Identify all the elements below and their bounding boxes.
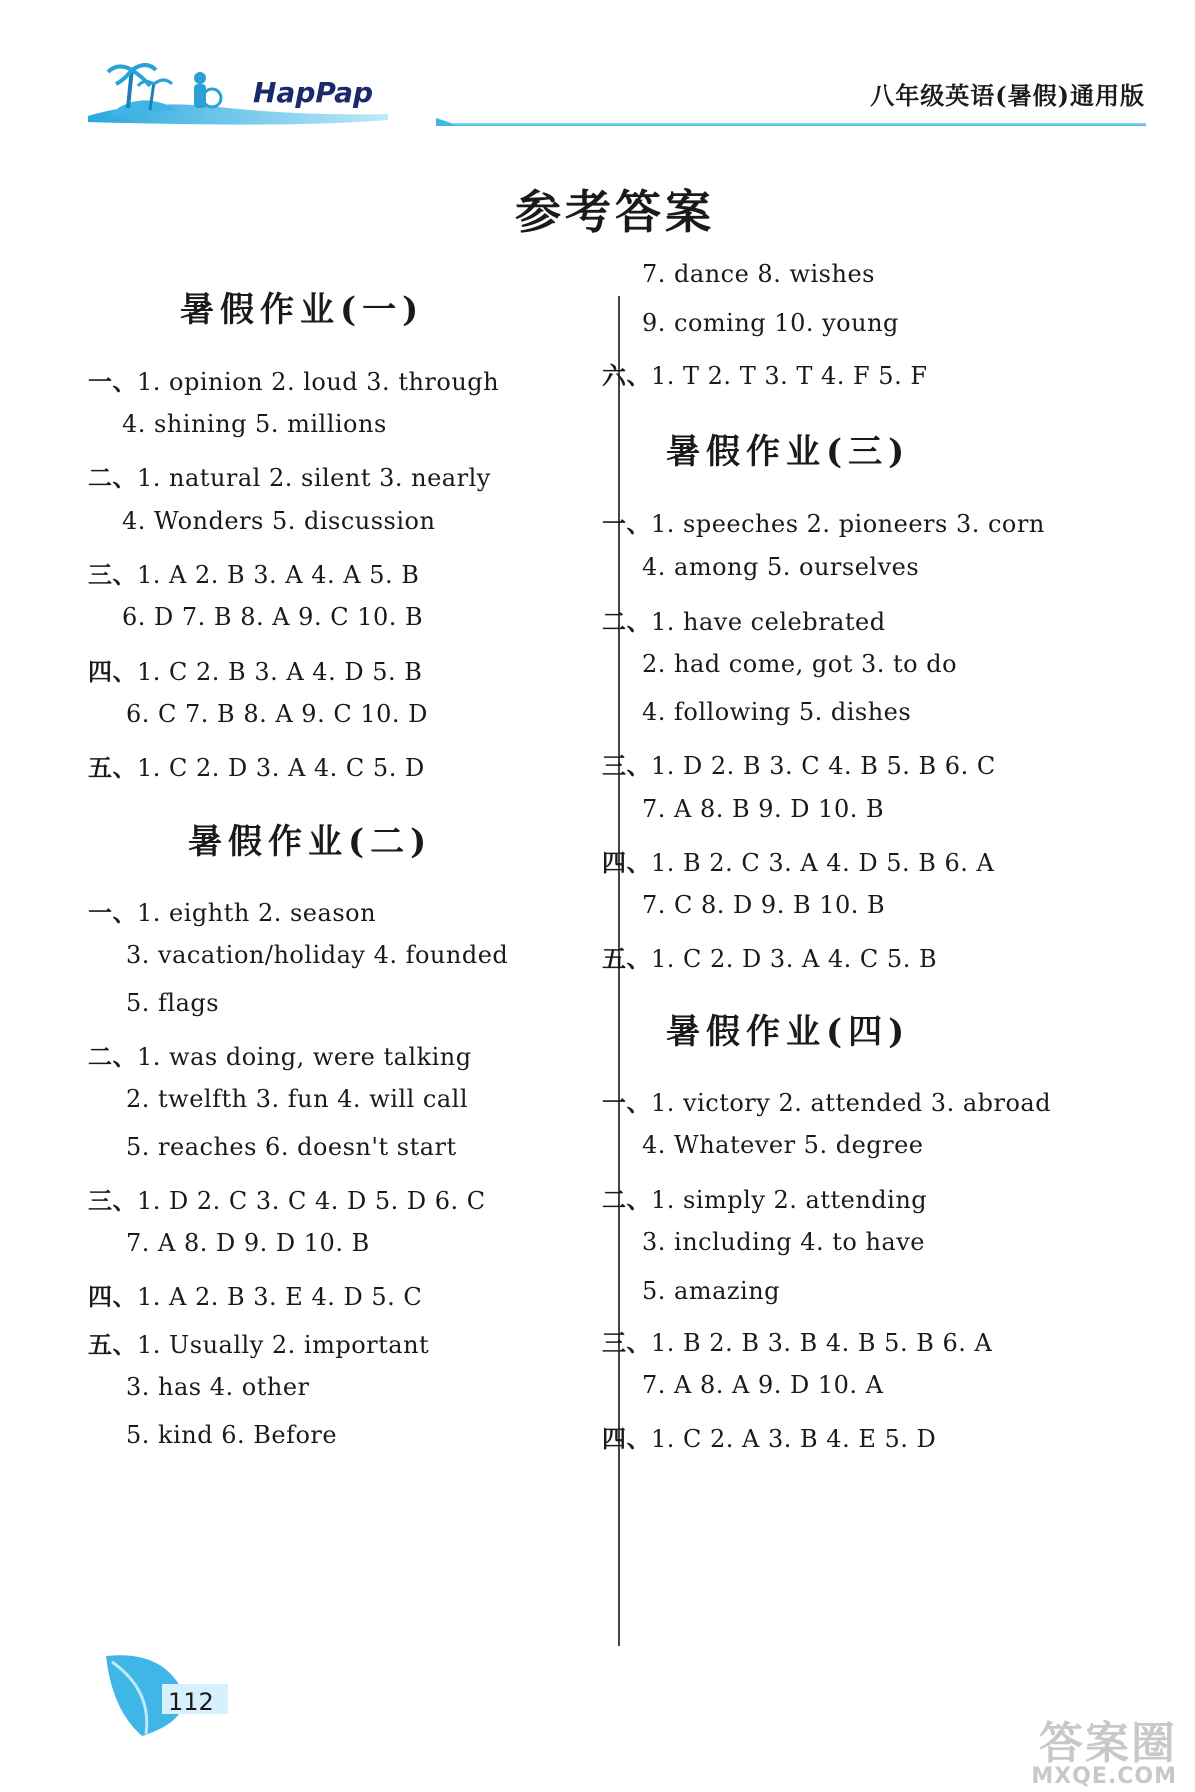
answer-line: 5. amazing bbox=[642, 1277, 781, 1305]
page-number: 112 bbox=[168, 1688, 214, 1716]
answer-line: 一、1. victory 2. attended 3. abroad bbox=[602, 1088, 1052, 1117]
answer-line: 四、1. B 2. C 3. A 4. D 5. B 6. A bbox=[602, 848, 995, 877]
answer-line: 3. including 4. to have bbox=[642, 1228, 925, 1256]
answer-line: 5. kind 6. Before bbox=[126, 1421, 338, 1449]
section-title-3: 暑假作业(三) bbox=[666, 432, 911, 472]
header-divider bbox=[436, 118, 1146, 126]
answer-line: 三、1. A 2. B 3. A 4. A 5. B bbox=[88, 560, 420, 589]
logo-text: HapPap bbox=[253, 76, 374, 109]
section-title-4: 暑假作业(四) bbox=[666, 1012, 911, 1052]
answer-line: 3. has 4. other bbox=[126, 1373, 310, 1401]
answer-line: 2. twelfth 3. fun 4. will call bbox=[126, 1085, 468, 1113]
answer-line: 4. Wonders 5. discussion bbox=[122, 507, 436, 535]
answer-line: 6. C 7. B 8. A 9. C 10. D bbox=[126, 700, 428, 728]
answer-line: 3. vacation/holiday 4. founded bbox=[126, 941, 509, 969]
answer-line: 7. A 8. B 9. D 10. B bbox=[642, 795, 885, 823]
answer-line: 7. C 8. D 9. B 10. B bbox=[642, 891, 886, 919]
answer-line: 4. among 5. ourselves bbox=[642, 553, 920, 581]
page-title: 参考答案 bbox=[515, 185, 715, 239]
answer-line: 4. Whatever 5. degree bbox=[642, 1131, 924, 1159]
answer-line: 一、1. speeches 2. pioneers 3. corn bbox=[602, 509, 1045, 538]
answer-line: 7. A 8. A 9. D 10. A bbox=[642, 1371, 884, 1399]
answer-line: 三、1. B 2. B 3. B 4. B 5. B 6. A bbox=[602, 1328, 993, 1357]
answer-line: 五、1. C 2. D 3. A 4. C 5. D bbox=[88, 753, 425, 782]
answer-line: 5. reaches 6. doesn't start bbox=[126, 1133, 457, 1161]
answer-line: 二、1. natural 2. silent 3. nearly bbox=[88, 463, 491, 492]
answer-line: 二、1. was doing, were talking bbox=[88, 1042, 472, 1071]
answer-line: 7. A 8. D 9. D 10. B bbox=[126, 1229, 370, 1257]
answer-line: 4. following 5. dishes bbox=[642, 698, 912, 726]
answer-line: 7. dance 8. wishes bbox=[642, 260, 875, 288]
answer-line: 6. D 7. B 8. A 9. C 10. B bbox=[122, 603, 424, 631]
watermark: 答案圈 MXQE.COM bbox=[1031, 1718, 1177, 1789]
answer-line: 三、1. D 2. B 3. C 4. B 5. B 6. C bbox=[602, 751, 996, 780]
answer-line: 二、1. simply 2. attending bbox=[602, 1185, 928, 1214]
answer-line: 五、1. C 2. D 3. A 4. C 5. B bbox=[602, 944, 938, 973]
answer-line: 二、1. have celebrated bbox=[602, 607, 886, 636]
answer-line: 5. flags bbox=[126, 989, 220, 1017]
answer-line: 四、1. A 2. B 3. E 4. D 5. C bbox=[88, 1282, 423, 1311]
answer-line: 2. had come, got 3. to do bbox=[642, 650, 958, 678]
answer-line: 四、1. C 2. B 3. A 4. D 5. B bbox=[88, 657, 423, 686]
answer-line: 六、1. T 2. T 3. T 4. F 5. F bbox=[602, 361, 928, 390]
answer-line: 9. coming 10. young bbox=[642, 309, 899, 337]
section-title-2: 暑假作业(二) bbox=[188, 822, 433, 862]
series-title: 八年级英语(暑假)通用版 bbox=[870, 81, 1145, 110]
answer-line: 4. shining 5. millions bbox=[122, 410, 387, 438]
answer-line: 一、1. opinion 2. loud 3. through bbox=[88, 367, 500, 396]
answer-line: 四、1. C 2. A 3. B 4. E 5. D bbox=[602, 1424, 937, 1453]
answer-line: 一、1. eighth 2. season bbox=[88, 898, 377, 927]
answer-line: 五、1. Usually 2. important bbox=[88, 1330, 430, 1359]
section-title-1: 暑假作业(一) bbox=[180, 290, 425, 330]
header-logo bbox=[88, 58, 408, 138]
answer-line: 三、1. D 2. C 3. C 4. D 5. D 6. C bbox=[88, 1186, 486, 1215]
